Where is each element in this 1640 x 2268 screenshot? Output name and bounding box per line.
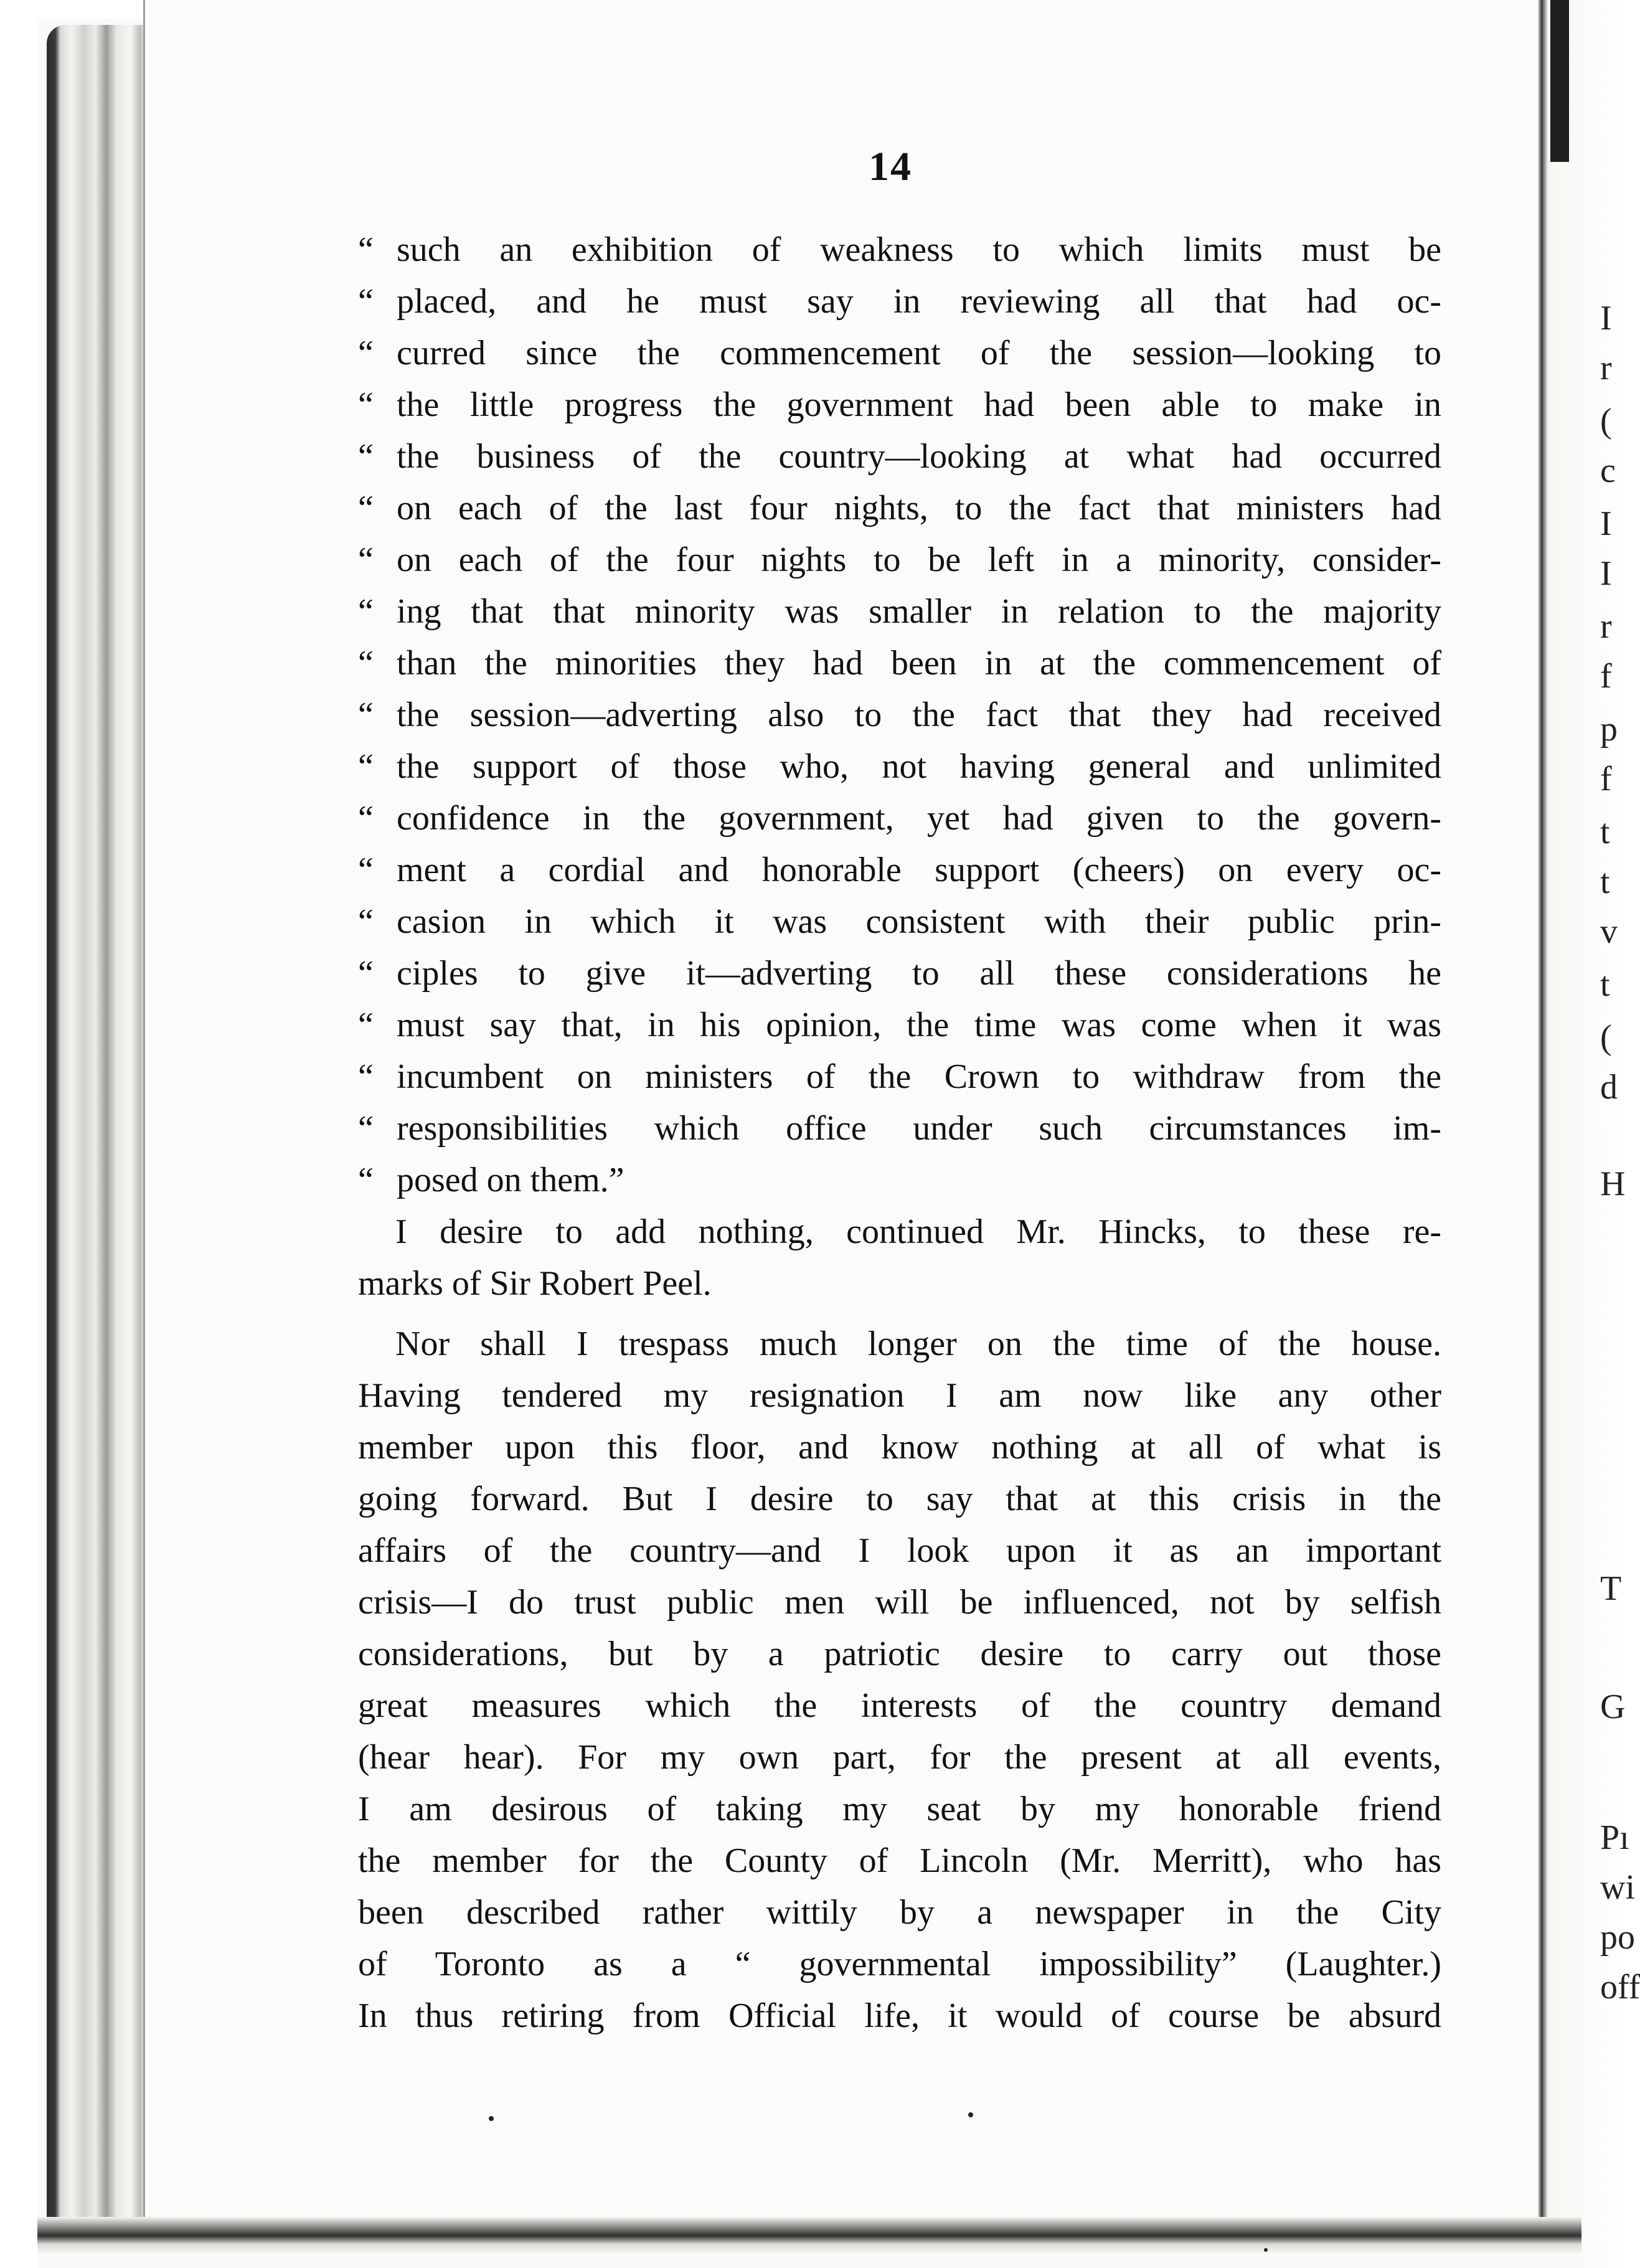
page-body <box>358 224 1441 2042</box>
facing-fragment: G <box>1600 1688 1626 1726</box>
facing-fragment: H <box>1600 1165 1626 1203</box>
quoted-passage <box>358 224 1441 1206</box>
quote-mark: “ <box>358 1109 374 1148</box>
text-line: marks of Sir Robert Peel. <box>358 1264 712 1303</box>
text-line: great measures which the interests of the country demand <box>358 1686 1441 1725</box>
quoted-line: “ ment a cordial and honorable support (cheers) on every oc- <box>358 844 1441 896</box>
paragraph-1 <box>358 1206 1441 1310</box>
text-line: In thus retiring from Official life, it would of course be absurd <box>358 1996 1441 2035</box>
quoted-line: “ confidence in the government, yet had given to the govern- <box>358 793 1441 844</box>
quote-mark: “ <box>358 954 374 993</box>
quote-mark: “ <box>358 644 374 683</box>
quote-mark: “ <box>358 851 374 889</box>
quote-mark: “ <box>358 282 374 321</box>
facing-fragment: d <box>1600 1068 1618 1107</box>
quoted-line: “ than the minorities they had been in at the commencement of <box>358 638 1441 689</box>
facing-fragment: off <box>1600 1968 1640 2006</box>
facing-fragment: f <box>1600 657 1612 696</box>
facing-fragment: Pı <box>1600 1818 1629 1857</box>
text-line: the member for the County of Lincoln (Mr. Merritt), who has <box>358 1841 1441 1880</box>
quoted-line: “ the session—adverting also to the fact that they had received <box>358 689 1441 741</box>
facing-fragment: t <box>1600 862 1610 901</box>
quote-mark: “ <box>358 385 374 424</box>
gutter-shadow <box>1550 0 1569 162</box>
quoted-line: “ posed on them.” <box>358 1155 1441 1206</box>
quoted-line: “ the business of the country—looking at what had occurred <box>358 431 1441 483</box>
scan-left-margin <box>0 0 37 2268</box>
facing-fragment: wi <box>1600 1868 1635 1907</box>
facing-fragment: f <box>1600 760 1612 798</box>
quoted-line: “ casion in which it was consistent with their public prin- <box>358 896 1441 948</box>
quote-mark: “ <box>358 1057 374 1096</box>
facing-fragment: I <box>1600 554 1612 593</box>
quote-mark: “ <box>358 696 374 734</box>
quote-mark: “ <box>358 1161 374 1199</box>
quote-mark: “ <box>358 230 374 269</box>
page-number: 14 <box>869 144 912 189</box>
book-binding-edge <box>47 25 146 2242</box>
facing-fragment: I <box>1600 504 1612 543</box>
quote-mark: “ <box>358 1006 374 1044</box>
facing-fragment: c <box>1600 451 1616 490</box>
quote-mark: “ <box>358 541 374 579</box>
page-bottom-edge <box>37 2217 1581 2268</box>
text-line: going forward. But I desire to say that at this crisis in the <box>358 1480 1441 1518</box>
text-line: I desire to add nothing, continued Mr. Hincks, to these re- <box>395 1212 1441 1251</box>
quoted-line: “ placed, and he must say in reviewing all that had oc- <box>358 276 1441 328</box>
scan-speck <box>968 2112 973 2117</box>
quoted-line: “ such an exhibition of weakness to which limits must be <box>358 224 1441 276</box>
text-line: been described rather wittily by a newspaper in the City <box>358 1893 1441 1932</box>
facing-fragment: I <box>1600 299 1612 338</box>
facing-fragment: T <box>1600 1569 1622 1608</box>
facing-fragment: p <box>1600 710 1618 749</box>
text-line: Nor shall I trespass much longer on the time of the house. <box>395 1325 1441 1363</box>
scan-speck <box>1264 2248 1268 2252</box>
quoted-line: “ ing that that minority was smaller in relation to the majority <box>358 586 1441 638</box>
quote-mark: “ <box>358 489 374 527</box>
quoted-line: “ incumbent on ministers of the Crown to withdraw from the <box>358 1051 1441 1103</box>
text-line: I am desirous of taking my seat by my honorable friend <box>358 1790 1441 1828</box>
text-line: crisis—I do trust public men will be influenced, not by selfish <box>358 1583 1441 1622</box>
facing-fragment: r <box>1600 607 1612 646</box>
paragraph-2 <box>358 1318 1441 2042</box>
quote-mark: “ <box>358 799 374 838</box>
scan-speck <box>489 2116 494 2121</box>
text-line: considerations, but by a patriotic desire to carry out those <box>358 1635 1441 1673</box>
facing-fragment: v <box>1600 912 1618 951</box>
quote-mark: “ <box>358 592 374 631</box>
text-line: (hear hear). For my own part, for the present at all events, <box>358 1738 1441 1777</box>
text-line: of Toronto as a “ governmental impossibility” (Laughter.) <box>358 1945 1441 1983</box>
paragraph-gap <box>358 1310 1441 1318</box>
quote-mark: “ <box>358 437 374 476</box>
quoted-line: “ must say that, in his opinion, the time was come when it was <box>358 999 1441 1051</box>
text-line: member upon this floor, and know nothing at all of what is <box>358 1428 1441 1467</box>
quoted-line: “ on each of the four nights to be left in a minority, consider- <box>358 534 1441 586</box>
facing-fragment: t <box>1600 965 1610 1004</box>
quote-mark: “ <box>358 334 374 372</box>
quoted-line: “ ciples to give it—adverting to all these considerations he <box>358 948 1441 999</box>
quoted-line: “ responsibilities which office under such circumstances im- <box>358 1103 1441 1155</box>
text-line: affairs of the country—and I look upon it as an important <box>358 1531 1441 1570</box>
quote-mark: “ <box>358 747 374 786</box>
quoted-line: “ curred since the commencement of the session—looking to <box>358 328 1441 379</box>
facing-fragment: po <box>1600 1918 1635 1957</box>
quoted-line: “ the little progress the government had been able to make in <box>358 379 1441 431</box>
quote-mark: “ <box>358 902 374 941</box>
facing-fragment: ( <box>1600 402 1612 440</box>
facing-fragment: r <box>1600 349 1612 387</box>
quoted-line: “ the support of those who, not having general and unlimited <box>358 741 1441 793</box>
quoted-line: “ on each of the last four nights, to the fact that ministers had <box>358 483 1441 534</box>
facing-page-fragments <box>1600 0 1640 2268</box>
text-line: Having tendered my resignation I am now like any other <box>358 1376 1441 1415</box>
facing-fragment: t <box>1600 813 1610 851</box>
facing-fragment: ( <box>1600 1018 1612 1057</box>
